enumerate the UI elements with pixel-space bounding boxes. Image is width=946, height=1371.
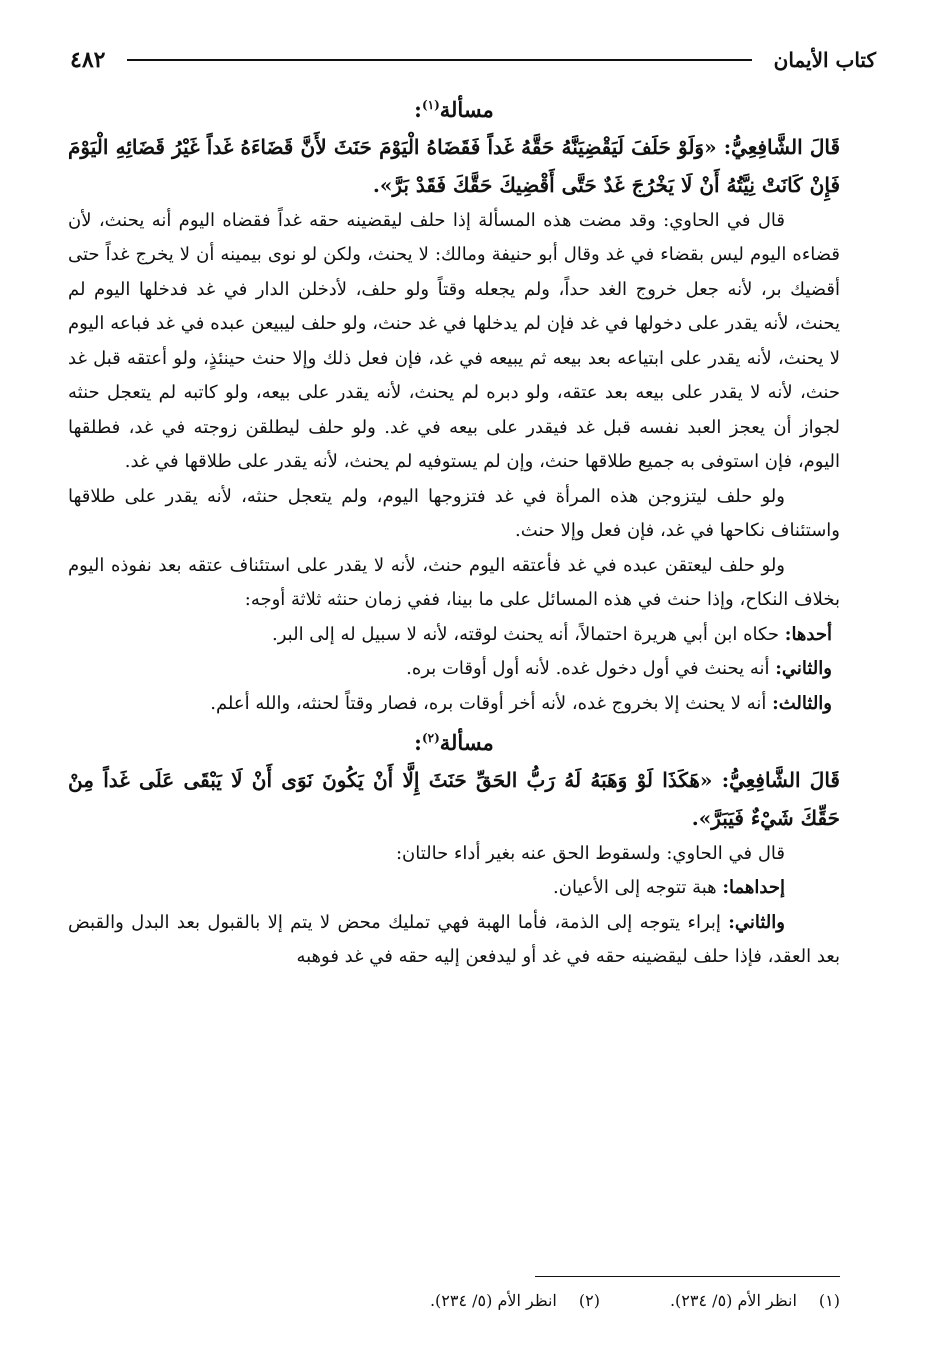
footnote-ref: (٢) [421, 731, 440, 745]
issue-heading [68, 88, 840, 128]
footnote-text: انظر الأم (٥/ ٢٣٤). [669, 1291, 797, 1310]
footnotes [68, 1286, 840, 1316]
list-item [68, 652, 840, 687]
item-text: هبة تتوجه إلى الأعيان. [553, 877, 717, 898]
item-lead: والثاني: [775, 658, 832, 679]
footnote-text: انظر الأم (٥/ ٢٣٤). [429, 1291, 557, 1310]
quote-text: «هَكَذَا لَوْ وَهَبَهُ لَهُ رَبُّ الحَقِّ حَنَثَ إِلَّا أَنْ يَكُونَ نَوَى أَنْ لَا يَبْقَى عَلَى غَداً مِنْ حَقِّكَ شَيْءٌ فَيَبَرَّ». [68, 767, 840, 830]
item-text: إبراء يتوجه إلى الذمة، فأما الهبة فهي تمليك محض لا يتم إلا بالقبول بعد البدل والقبض بعد العقد، فإذا حلف ليقضينه حقه في غد أو ليدفعن إليه حقه في غد فوهبه [68, 911, 840, 967]
item-lead: والثاني: [728, 911, 785, 933]
issue-colon: : [414, 97, 422, 122]
body-paragraph: ولو حلف ليعتقن عبده في غد فأعتقه اليوم حنث، لأنه لا يقدر على استئناف عتقه بعد نفوذه اليوم بخلاف النكاح، وإذا حنث في هذه المسائل على ما بينا، ففي زمان حنثه ثلاثة أوجه: [68, 554, 840, 610]
list-item [68, 618, 840, 653]
list-item [68, 906, 840, 975]
issue-colon: : [414, 730, 422, 755]
item-lead: أحدها: [784, 623, 832, 645]
item-text: أنه يحنث في أول دخول غده. لأنه أول أوقات بره. [406, 658, 770, 679]
book-title: كتاب الأيمان [773, 48, 876, 72]
body-paragraph: ولو حلف ليتزوجن هذه المرأة في غد فتزوجها اليوم، ولم يتعجل حنثه، لأنه يقدر على طلاقها واستئناف نكاحها في غد، فإن فعل وإلا حنث. [68, 485, 840, 541]
body-paragraph: قال في الحاوي: وقد مضت هذه المسألة إذا حلف ليقضينه حقه غداً فقضاه اليوم أنه يحنث، لأن قضاءه اليوم ليس بقضاء في غد وقال أبو حنيفة ومالك: لا يحنث، ولكن لو نوى بيمينه أن لا يخرج غداً حتى أقضيك بر، لأنه جعل خروج الغد حداً، ولم يجعله وقتاً ولو حلف، لأدخلن الدار في غد فدخلها اليوم لم يحنث، لأنه يقدر على دخولها في غد فإن لم يدخلها في غد حنث، ولو حلف ليبيعن عبده في غد فباعه اليوم لا يحنث، لأنه يقدر على ابتياعه بعد بيعه ثم يبيعه في غد، فإن فعل ذلك وإلا حنث حينئذٍ، ولو أعتقه قبل غد حنث، لأنه لا يقدر على بيعه بعد عتقه، ولو دبره لم يحنث، لأنه يقدر على بيعه، ولو كاتبه لم يتعجل حنثه لجواز أن يعجز العبد نفسه قبل غد فيقدر على بيعه في غد. ولو حلف ليطلقن زوجته في غد، فطلقها اليوم، فإن استوفى به جميع طلاقها حنث، وإن لم يستوفيه لم يحنث، لأنه يقدر على طلاقها في غد. [68, 209, 840, 472]
footnote [670, 1286, 840, 1316]
item-lead: والثالث: [772, 692, 832, 714]
shafii-quote [68, 128, 840, 204]
page-number: ٤٨٢ [70, 47, 106, 73]
item-text: حكاه ابن أبي هريرة احتمالاً، أنه يحنث لوقته، لأنه لا سبيل له إلى البر. [272, 623, 780, 645]
page-header [70, 40, 876, 80]
body-paragraph: قال في الحاوي: ولسقوط الحق عنه بغير أداء حالتان: [395, 842, 785, 864]
item-text: أنه لا يحنث إلا بخروج غده، لأنه أخر أوقات بره، فصار وقتاً لحنثه، والله أعلم. [210, 692, 767, 714]
issue-heading [68, 721, 840, 761]
issue-title: مسألة [439, 97, 494, 122]
quote-speaker: قَالَ الشَّافِعِيُّ: [723, 134, 841, 159]
page-body [68, 88, 840, 1268]
footnote-number: (٢) [578, 1291, 600, 1310]
footnote-number: (١) [818, 1291, 840, 1310]
issue-title: مسألة [439, 730, 494, 755]
footnote [430, 1286, 600, 1316]
item-lead: إحداهما: [722, 877, 785, 898]
footnote-rule [535, 1276, 840, 1277]
list-item [68, 871, 840, 906]
footnote-ref: (١) [421, 98, 440, 112]
quote-text: «وَلَوْ حَلَفَ لَيَقْضِيَنَّهُ حَقَّهُ غَداً فَقَضَاهُ الْيَوْمَ حَنَثَ لأَنَّ قَضَاءَهُ غَداً غَيْرُ قَضَائِهِ الْيَوْمَ فَإِنْ كَانَتْ نِيَّتُهُ أَنْ لَا يَخْرُجَ غَدٌ حَتَّى أَقْضِيكَ حَقَّكَ فَقَدْ بَرَّ». [68, 134, 840, 197]
list-item [68, 687, 840, 722]
quote-speaker: قَالَ الشَّافِعِيُّ: [721, 767, 840, 792]
header-rule [127, 59, 751, 61]
shafii-quote [68, 761, 840, 837]
